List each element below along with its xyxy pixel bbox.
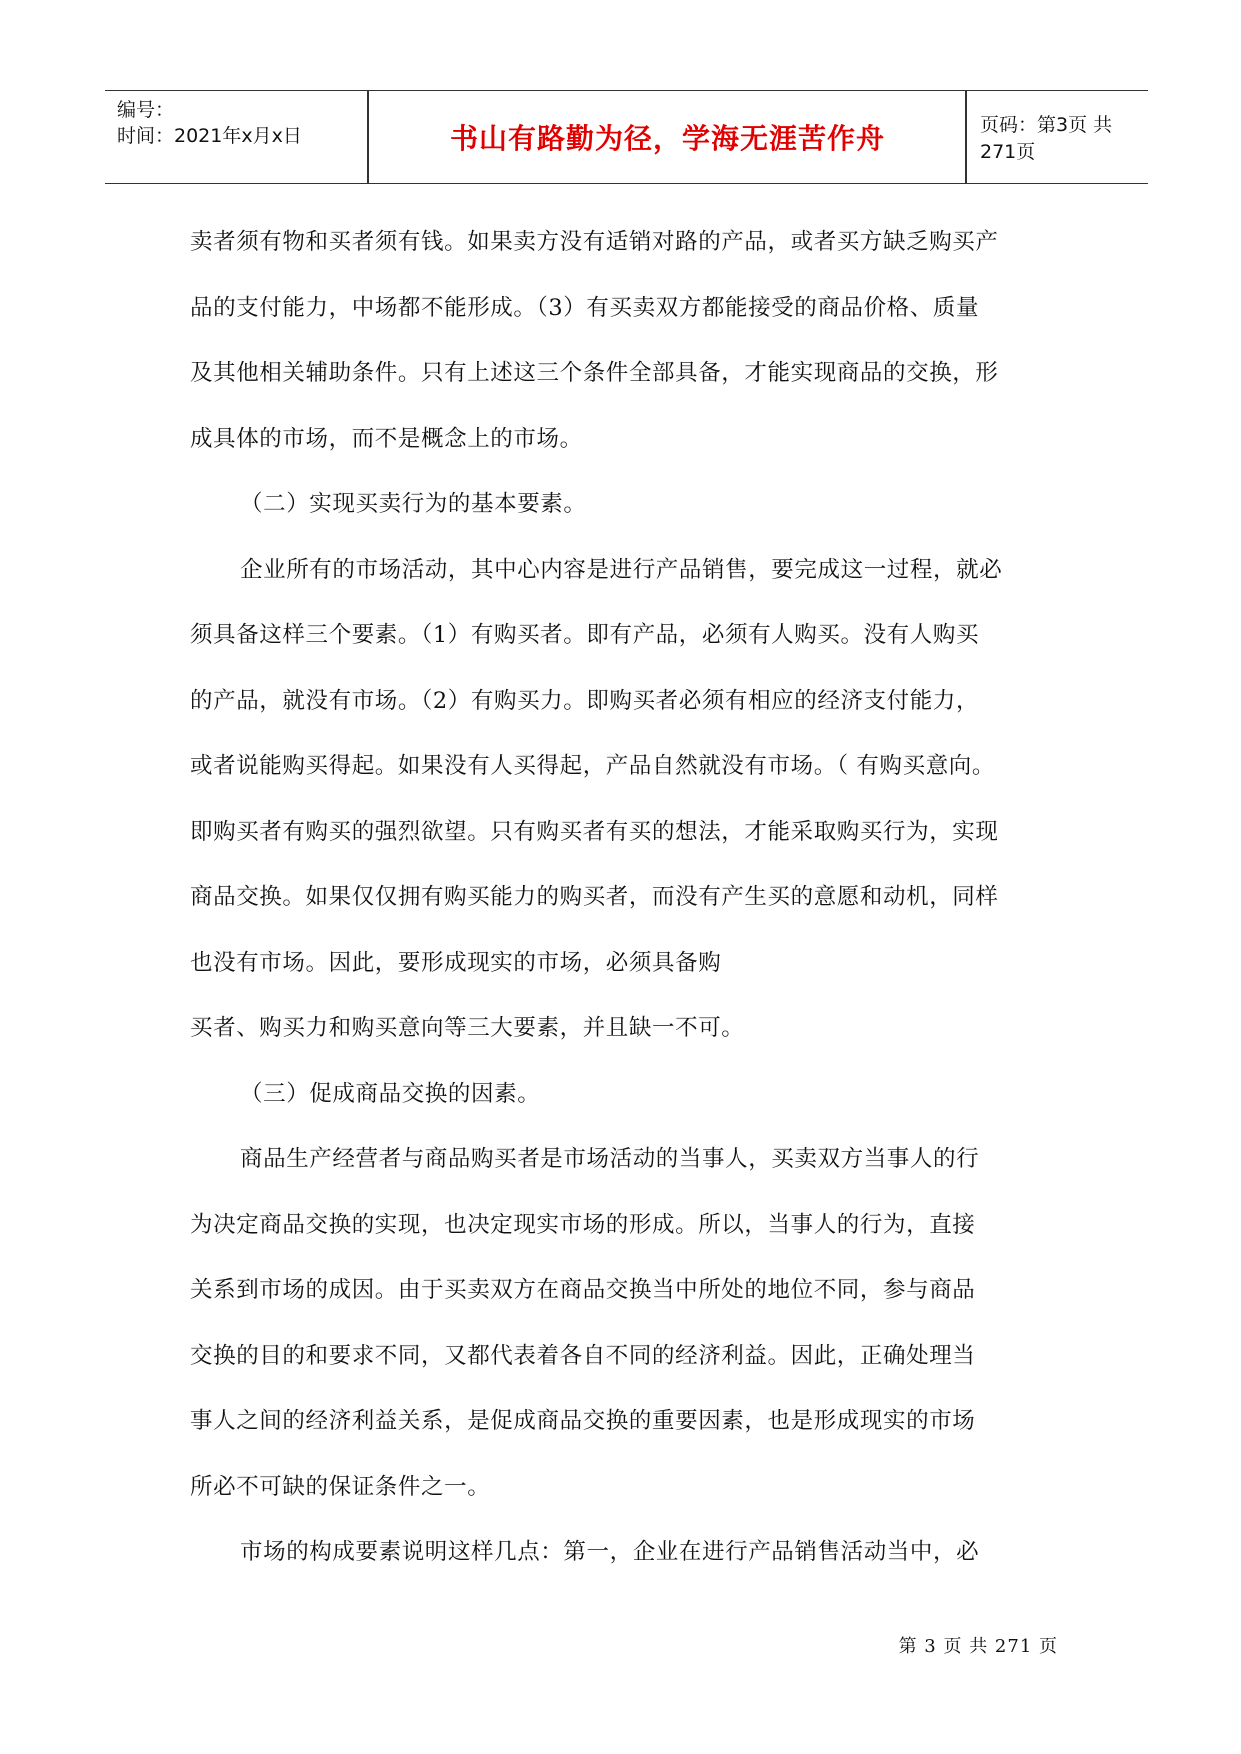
text-line: 事人之间的经济利益关系，是促成商品交换的重要因素，也是形成现实的市场	[190, 1408, 976, 1434]
text-line: 成具体的市场，而不是概念上的市场。	[190, 425, 583, 452]
text-line: 或者说能购买得起。如果没有人买得起，产品自然就没有市场。（ 有购买意向。	[190, 753, 996, 779]
header-motto: 书山有路勤为径，学海无涯苦作舟	[449, 122, 885, 155]
header-meta	[117, 91, 367, 183]
text-line: 商品生产经营者与商品购买者是市场活动的当事人，买卖双方当事人的行	[240, 1146, 980, 1172]
text-line: （三）促成商品交换的因素。	[240, 1080, 541, 1107]
text-line: 须具备这样三个要素。（1）有购买者。即有产品，必须有人购买。没有人购买	[190, 622, 980, 648]
text-line: 为决定商品交换的实现，也决定现实市场的形成。所以，当事人的行为，直接	[190, 1211, 976, 1238]
text-line: （二）实现买卖行为的基本要素。	[240, 491, 587, 517]
text-line: 所必不可缺的保证条件之一。	[190, 1473, 491, 1500]
text-line: 企业所有的市场活动，其中心内容是进行产品销售，要完成这一过程，就必	[240, 556, 1003, 583]
header-divider-right	[965, 91, 967, 183]
text-line: 即购买者有购买的强烈欲望。只有购买者有买的想法，才能采取购买行为，实现	[190, 818, 999, 845]
date-label: 时间：2021年x月x日	[117, 125, 302, 147]
header-page-code: 页码：第3页 共271页	[980, 114, 1113, 163]
text-line: 卖者须有物和买者须有钱。如果卖方没有适销对路的产品，或者买方缺乏购买产	[190, 229, 999, 255]
page-header	[105, 90, 1148, 184]
text-line: 关系到市场的成因。由于买卖双方在商品交换当中所处的地位不同，参与商品	[190, 1277, 976, 1303]
text-line: 的产品，就没有市场。（2）有购买力。即购买者必须有相应的经济支付能力，	[190, 687, 980, 714]
page-footer: 第 3 页 共 271 页	[898, 1636, 1058, 1657]
number-label: 编号：	[117, 99, 175, 121]
text-line: 市场的构成要素说明这样几点：第一，企业在进行产品销售活动当中，必	[240, 1539, 980, 1565]
text-line: 买者、购买力和购买意向等三大要素，并且缺一不可。	[190, 1015, 745, 1041]
text-line: 也没有市场。因此，要形成现实的市场，必须具备购	[190, 949, 722, 976]
text-line: 商品交换。如果仅仅拥有购买能力的购买者，而没有产生买的意愿和动机，同样	[190, 884, 999, 910]
header-divider-left	[367, 91, 369, 183]
text-line: 品的支付能力，中场都不能形成。（3）有买卖双方都能接受的商品价格、质量	[190, 294, 980, 321]
body-text	[190, 210, 1070, 1586]
text-line: 及其他相关辅助条件。只有上述这三个条件全部具备，才能实现商品的交换，形	[190, 360, 999, 386]
text-line: 交换的目的和要求不同，又都代表着各自不同的经济利益。因此，正确处理当	[190, 1342, 976, 1369]
